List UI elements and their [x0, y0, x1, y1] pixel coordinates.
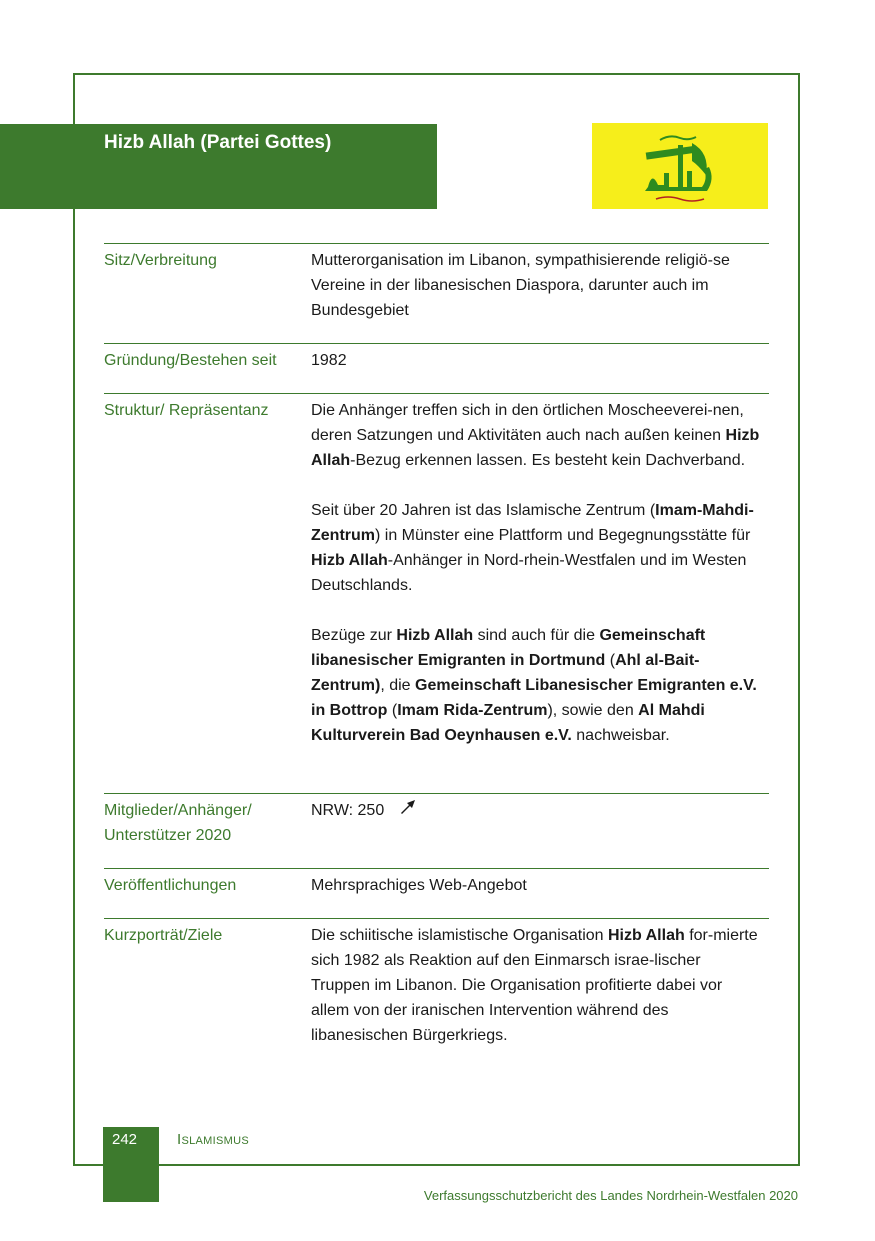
row-value — [311, 798, 763, 824]
row-gruendung — [104, 343, 769, 369]
row-label: Gründung/Bestehen seit — [104, 352, 277, 369]
hizb-allah-flag-icon — [592, 123, 768, 209]
page-number: 242 — [112, 1131, 138, 1148]
row-label: Sitz/Verbreitung — [104, 252, 217, 269]
publication-footer: Verfassungsschutzbericht des Landes Nordrhein-Westfalen 2020 — [423, 1188, 798, 1203]
section-name: Islamismus — [177, 1131, 249, 1148]
paragraph-1: Die Anhänger treffen sich in den örtlichen Moscheeverei-nen, deren Satzungen und Aktivitäten auch nach außen keinen Hizb Allah-Bezug erkennen lassen. Es besteht kein Dachverband. — [311, 402, 760, 469]
row-kurzportraet — [104, 918, 769, 1044]
row-mitglieder — [104, 793, 769, 844]
paragraph-2: Seit über 20 Jahren ist das Islamische Zentrum (Imam-Mahdi-Zentrum) in Münster eine Plattform und Begegnungsstätte für Hizb Allah-Anhänger in Nord-rhein-Westfalen und im Westen Deutschlands. — [311, 502, 754, 594]
paragraph-3: Bezüge zur Hizb Allah sind auch für die Gemeinschaft libanesischer Emigranten in Dortmund (Ahl al-Bait-Zentrum), die Gemeinschaft Libanesischer Emigranten e.V. in Bottrop (Imam Rida-Zentrum), sowie den Al Mahdi Kulturverein Bad Oeynhausen e.V. nachweisbar. — [311, 627, 757, 744]
row-veroeffentlichungen — [104, 868, 769, 894]
row-sitz-verbreitung — [104, 243, 769, 319]
row-label: Struktur/ Repräsentanz — [104, 402, 269, 419]
row-value: Mehrsprachiges Web-Angebot — [311, 877, 527, 894]
row-label: Veröffentlichungen — [104, 877, 237, 894]
row-value: 1982 — [311, 352, 347, 369]
trend-up-arrow-icon — [399, 798, 417, 824]
row-value — [311, 398, 763, 748]
row-value: Mutterorganisation im Libanon, sympathisierende religiö-se Vereine in der libanesischen Diaspora, darunter auch im Bundesgebiet — [311, 252, 730, 319]
row-label: Mitglieder/Anhänger/ Unterstützer 2020 — [104, 802, 252, 844]
row-struktur — [104, 393, 769, 744]
row-label: Kurzporträt/Ziele — [104, 927, 223, 944]
page-title: Hizb Allah (Partei Gottes) — [104, 132, 332, 153]
row-value: Die schiitische islamistische Organisation Hizb Allah for-mierte sich 1982 als Reaktion auf den Einmarsch israe-lischer Truppen im Libanon. Die Organisation profitierte dabei vor allem von der iranischen Intervention während des libanesischen Bürgerkriegs. — [311, 927, 758, 1044]
member-count: NRW: 250 — [311, 802, 385, 820]
